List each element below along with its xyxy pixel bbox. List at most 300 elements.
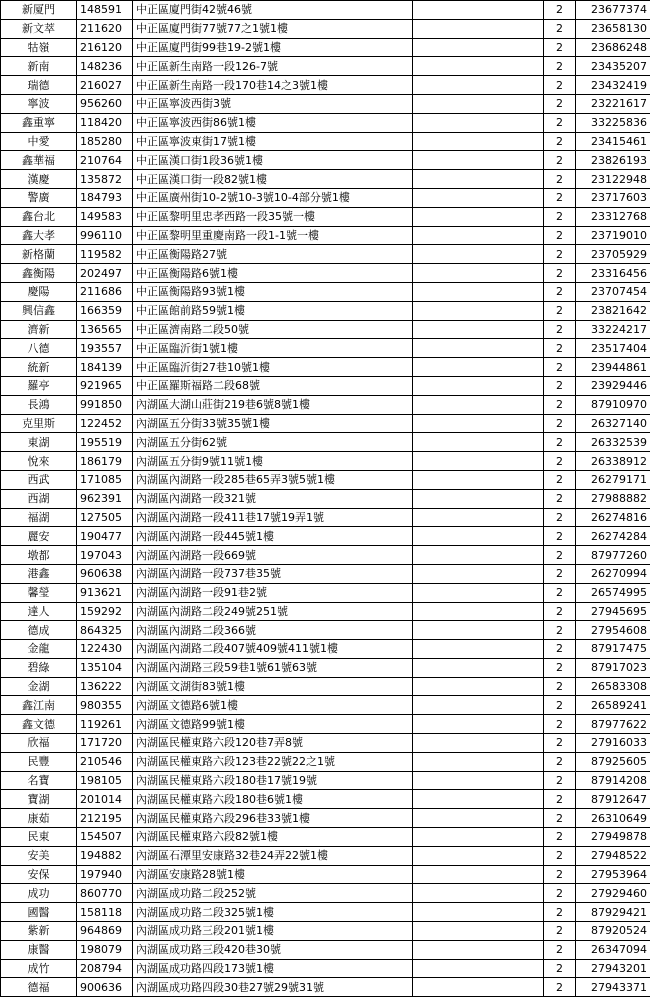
store-code-cell: 171085 [77,470,133,489]
store-code-cell: 154507 [77,828,133,847]
store-code-cell: 166359 [77,301,133,320]
store-code-cell: 216027 [77,76,133,95]
table-row [1,395,650,414]
table-row [1,527,650,546]
store-code-cell: 860770 [77,884,133,903]
store-code-cell: 184139 [77,358,133,377]
blank-cell [413,602,544,621]
quantity-cell: 2 [544,489,576,508]
phone-cell: 87929421 [576,903,650,922]
blank-cell [413,715,544,734]
phone-cell: 26583308 [576,677,650,696]
blank-cell [413,188,544,207]
blank-cell [413,264,544,283]
phone-cell: 26270994 [576,564,650,583]
store-table-body [1,1,650,997]
phone-cell: 26574995 [576,583,650,602]
phone-cell: 23929446 [576,376,650,395]
address-cell: 內湖區民權東路六段296巷33號1樓 [133,809,413,828]
store-name-cell: 羅亭 [1,376,77,395]
table-row [1,621,650,640]
quantity-cell: 2 [544,188,576,207]
quantity-cell: 2 [544,264,576,283]
quantity-cell: 2 [544,677,576,696]
quantity-cell: 2 [544,959,576,978]
store-code-cell: 159292 [77,602,133,621]
address-cell: 中正區廈門街42號46號 [133,1,413,20]
address-cell: 內湖區五分街9號11號1樓 [133,452,413,471]
quantity-cell: 2 [544,978,576,997]
address-cell: 中正區黎明里重慶南路一段1-1號一樓 [133,226,413,245]
store-code-cell: 962391 [77,489,133,508]
store-name-cell: 德成 [1,621,77,640]
address-cell: 中正區廣州街10-2號10-3號10-4部分號1樓 [133,188,413,207]
table-row [1,865,650,884]
table-row [1,282,650,301]
table-row [1,207,650,226]
address-cell: 內湖區成功路四段173號1樓 [133,959,413,978]
blank-cell [413,640,544,659]
store-name-cell: 長鴻 [1,395,77,414]
address-cell: 內湖區民權東路六段123巷22號22之1號 [133,752,413,771]
store-name-cell: 西武 [1,470,77,489]
phone-cell: 23316456 [576,264,650,283]
store-code-cell: 198105 [77,771,133,790]
store-code-cell: 185280 [77,132,133,151]
phone-cell: 27943201 [576,959,650,978]
store-code-cell: 119582 [77,245,133,264]
store-name-cell: 金湖 [1,677,77,696]
quantity-cell: 2 [544,865,576,884]
store-name-cell: 西湖 [1,489,77,508]
table-row [1,696,650,715]
quantity-cell: 2 [544,151,576,170]
store-name-cell: 港鑫 [1,564,77,583]
blank-cell [413,903,544,922]
phone-cell: 23707454 [576,282,650,301]
store-code-cell: 197043 [77,546,133,565]
store-code-cell: 864325 [77,621,133,640]
store-code-cell: 913621 [77,583,133,602]
store-name-cell: 濟新 [1,320,77,339]
store-code-cell: 184793 [77,188,133,207]
address-cell: 內湖區內湖路一段285巷65弄3號5號1樓 [133,470,413,489]
table-row [1,640,650,659]
store-code-cell: 991850 [77,395,133,414]
store-name-cell: 鑫大孝 [1,226,77,245]
store-name-cell: 警廣 [1,188,77,207]
phone-cell: 26274284 [576,527,650,546]
table-row [1,508,650,527]
store-name-cell: 中愛 [1,132,77,151]
table-row [1,245,650,264]
address-cell: 內湖區文德路99號1樓 [133,715,413,734]
store-name-cell: 麗安 [1,527,77,546]
blank-cell [413,414,544,433]
address-cell: 內湖區民權東路六段120巷7弄8號 [133,734,413,753]
phone-cell: 87917475 [576,640,650,659]
blank-cell [413,113,544,132]
store-code-cell: 208794 [77,959,133,978]
address-cell: 中正區濟南路二段50號 [133,320,413,339]
quantity-cell: 2 [544,564,576,583]
store-name-cell: 慶陽 [1,282,77,301]
phone-cell: 23944861 [576,358,650,377]
store-name-cell: 碧綠 [1,658,77,677]
address-cell: 內湖區內湖路二段366號 [133,621,413,640]
quantity-cell: 2 [544,226,576,245]
blank-cell [413,884,544,903]
table-row [1,564,650,583]
quantity-cell: 2 [544,452,576,471]
store-name-cell: 鑫江南 [1,696,77,715]
store-name-cell: 國醫 [1,903,77,922]
phone-cell: 27945695 [576,602,650,621]
address-cell: 內湖區民權東路六段180巷17號19號 [133,771,413,790]
address-cell: 內湖區文德路6號1樓 [133,696,413,715]
quantity-cell: 2 [544,245,576,264]
address-cell: 內湖區大湖山莊街219巷6號8號1樓 [133,395,413,414]
address-cell: 中正區衡陽路93號1樓 [133,282,413,301]
quantity-cell: 2 [544,94,576,113]
table-row [1,489,650,508]
store-code-cell: 119261 [77,715,133,734]
store-code-cell: 212195 [77,809,133,828]
quantity-cell: 2 [544,809,576,828]
store-code-cell: 198079 [77,940,133,959]
store-name-cell: 新南 [1,57,77,76]
blank-cell [413,677,544,696]
store-code-cell: 197940 [77,865,133,884]
quantity-cell: 2 [544,414,576,433]
address-cell: 內湖區內湖路一段669號 [133,546,413,565]
quantity-cell: 2 [544,734,576,753]
store-name-cell: 牯嶺 [1,38,77,57]
blank-cell [413,771,544,790]
quantity-cell: 2 [544,470,576,489]
store-name-cell: 康醫 [1,940,77,959]
blank-cell [413,790,544,809]
blank-cell [413,245,544,264]
store-name-cell: 康茹 [1,809,77,828]
table-row [1,677,650,696]
table-row [1,113,650,132]
phone-cell: 87920524 [576,922,650,941]
store-code-cell: 216120 [77,38,133,57]
blank-cell [413,1,544,20]
store-code-cell: 148591 [77,1,133,20]
store-name-cell: 寧波 [1,94,77,113]
quantity-cell: 2 [544,771,576,790]
table-row [1,884,650,903]
table-row [1,226,650,245]
quantity-cell: 2 [544,903,576,922]
blank-cell [413,940,544,959]
table-row [1,339,650,358]
table-row [1,19,650,38]
phone-cell: 23826193 [576,151,650,170]
store-name-cell: 東湖 [1,433,77,452]
phone-cell: 23221617 [576,94,650,113]
phone-cell: 23517404 [576,339,650,358]
blank-cell [413,226,544,245]
blank-cell [413,470,544,489]
table-row [1,433,650,452]
address-cell: 內湖區民權東路六段180巷6號1樓 [133,790,413,809]
phone-cell: 87925605 [576,752,650,771]
table-row [1,790,650,809]
store-code-cell: 964869 [77,922,133,941]
quantity-cell: 2 [544,790,576,809]
blank-cell [413,38,544,57]
blank-cell [413,922,544,941]
store-name-cell: 新厦門 [1,1,77,20]
blank-cell [413,395,544,414]
phone-cell: 26332539 [576,433,650,452]
quantity-cell: 2 [544,640,576,659]
table-row [1,38,650,57]
table-row [1,583,650,602]
blank-cell [413,752,544,771]
table-row [1,452,650,471]
table-row [1,978,650,997]
phone-cell: 26274816 [576,508,650,527]
blank-cell [413,358,544,377]
blank-cell [413,734,544,753]
blank-cell [413,959,544,978]
store-code-cell: 190477 [77,527,133,546]
table-row [1,1,650,20]
address-cell: 中正區廈門街99巷19-2號1樓 [133,38,413,57]
phone-cell: 27954608 [576,621,650,640]
quantity-cell: 2 [544,301,576,320]
blank-cell [413,546,544,565]
blank-cell [413,76,544,95]
quantity-cell: 2 [544,621,576,640]
phone-cell: 23432419 [576,76,650,95]
phone-cell: 23312768 [576,207,650,226]
address-cell: 內湖區內湖路三段59巷1號61號63號 [133,658,413,677]
store-name-cell: 鑫衡陽 [1,264,77,283]
table-row [1,188,650,207]
phone-cell: 23677374 [576,1,650,20]
table-row [1,170,650,189]
phone-cell: 27953964 [576,865,650,884]
quantity-cell: 2 [544,527,576,546]
table-row [1,264,650,283]
blank-cell [413,508,544,527]
store-code-cell: 211620 [77,19,133,38]
quantity-cell: 2 [544,846,576,865]
quantity-cell: 2 [544,170,576,189]
store-name-cell: 成功 [1,884,77,903]
store-name-cell: 名寶 [1,771,77,790]
phone-cell: 26279171 [576,470,650,489]
phone-cell: 23821642 [576,301,650,320]
store-code-cell: 136565 [77,320,133,339]
table-row [1,903,650,922]
phone-cell: 27949878 [576,828,650,847]
store-code-cell: 135104 [77,658,133,677]
store-code-cell: 211686 [77,282,133,301]
quantity-cell: 2 [544,884,576,903]
address-cell: 內湖區成功路二段325號1樓 [133,903,413,922]
quantity-cell: 2 [544,828,576,847]
blank-cell [413,828,544,847]
address-cell: 內湖區內湖路一段321號 [133,489,413,508]
address-cell: 中正區漢口街1段36號1樓 [133,151,413,170]
quantity-cell: 2 [544,207,576,226]
phone-cell: 27943371 [576,978,650,997]
address-cell: 中正區寧波東街17號1樓 [133,132,413,151]
blank-cell [413,170,544,189]
store-code-cell: 118420 [77,113,133,132]
table-row [1,57,650,76]
table-row [1,358,650,377]
phone-cell: 26347094 [576,940,650,959]
table-row [1,715,650,734]
phone-cell: 26327140 [576,414,650,433]
phone-cell: 23719010 [576,226,650,245]
address-cell: 內湖區成功路四段30巷27號29號31號 [133,978,413,997]
blank-cell [413,151,544,170]
address-cell: 中正區黎明里忠孝西路一段35號一樓 [133,207,413,226]
table-row [1,414,650,433]
quantity-cell: 2 [544,57,576,76]
store-name-cell: 德福 [1,978,77,997]
blank-cell [413,282,544,301]
quantity-cell: 2 [544,132,576,151]
address-cell: 內湖區內湖路一段445號1樓 [133,527,413,546]
address-cell: 內湖區成功路二段252號 [133,884,413,903]
address-cell: 中正區館前路59號1樓 [133,301,413,320]
phone-cell: 23658130 [576,19,650,38]
quantity-cell: 2 [544,1,576,20]
quantity-cell: 2 [544,320,576,339]
table-row [1,959,650,978]
phone-cell: 23717603 [576,188,650,207]
store-name-cell: 馨瑩 [1,583,77,602]
table-row [1,752,650,771]
table-row [1,734,650,753]
quantity-cell: 2 [544,922,576,941]
blank-cell [413,433,544,452]
store-name-cell: 漢慶 [1,170,77,189]
address-cell: 內湖區內湖路二段407號409號411號1樓 [133,640,413,659]
address-cell: 內湖區成功路三段420巷30號 [133,940,413,959]
phone-cell: 33225836 [576,113,650,132]
blank-cell [413,865,544,884]
phone-cell: 27988882 [576,489,650,508]
quantity-cell: 2 [544,696,576,715]
phone-cell: 87977622 [576,715,650,734]
blank-cell [413,132,544,151]
address-cell: 內湖區內湖路二段249號251號 [133,602,413,621]
store-code-cell: 136222 [77,677,133,696]
quantity-cell: 2 [544,38,576,57]
quantity-cell: 2 [544,19,576,38]
address-cell: 中正區寧波西街86號1樓 [133,113,413,132]
table-row [1,602,650,621]
quantity-cell: 2 [544,395,576,414]
address-cell: 中正區新生南路一段170巷14之3號1樓 [133,76,413,95]
store-code-cell: 135872 [77,170,133,189]
store-name-cell: 金龍 [1,640,77,659]
store-name-cell: 福湖 [1,508,77,527]
store-code-cell: 210764 [77,151,133,170]
address-cell: 內湖區內湖路一段411巷17號19弄1號 [133,508,413,527]
quantity-cell: 2 [544,376,576,395]
store-name-cell: 新文萃 [1,19,77,38]
store-code-cell: 996110 [77,226,133,245]
address-cell: 內湖區五分街33號35號1樓 [133,414,413,433]
store-name-cell: 民豐 [1,752,77,771]
phone-cell: 27948522 [576,846,650,865]
blank-cell [413,489,544,508]
phone-cell: 26338912 [576,452,650,471]
table-row [1,940,650,959]
address-cell: 內湖區成功路三段201號1樓 [133,922,413,941]
store-name-cell: 統新 [1,358,77,377]
blank-cell [413,94,544,113]
store-code-cell: 201014 [77,790,133,809]
blank-cell [413,846,544,865]
store-code-cell: 186179 [77,452,133,471]
table-row [1,922,650,941]
store-name-cell: 紫新 [1,922,77,941]
quantity-cell: 2 [544,358,576,377]
table-row [1,94,650,113]
store-code-cell: 195519 [77,433,133,452]
table-row [1,132,650,151]
address-cell: 內湖區內湖路一段91巷2號 [133,583,413,602]
phone-cell: 87977260 [576,546,650,565]
quantity-cell: 2 [544,940,576,959]
address-cell: 內湖區內湖路一段737巷35號 [133,564,413,583]
store-name-cell: 安美 [1,846,77,865]
phone-cell: 87910970 [576,395,650,414]
quantity-cell: 2 [544,508,576,527]
phone-cell: 87912647 [576,790,650,809]
phone-cell: 23686248 [576,38,650,57]
store-code-cell: 956260 [77,94,133,113]
address-cell: 中正區臨沂街1號1樓 [133,339,413,358]
phone-cell: 33224217 [576,320,650,339]
phone-cell: 23415461 [576,132,650,151]
store-code-cell: 149583 [77,207,133,226]
blank-cell [413,376,544,395]
store-code-cell: 900636 [77,978,133,997]
table-row [1,658,650,677]
store-code-cell: 158118 [77,903,133,922]
blank-cell [413,320,544,339]
blank-cell [413,452,544,471]
address-cell: 內湖區文湖街83號1樓 [133,677,413,696]
address-cell: 中正區衡陽路27號 [133,245,413,264]
blank-cell [413,301,544,320]
address-cell: 中正區廈門街77號77之1號1樓 [133,19,413,38]
store-name-cell: 安保 [1,865,77,884]
table-row [1,846,650,865]
blank-cell [413,583,544,602]
phone-cell: 27929460 [576,884,650,903]
address-cell: 內湖區五分街62號 [133,433,413,452]
blank-cell [413,19,544,38]
blank-cell [413,564,544,583]
store-name-cell: 瑞德 [1,76,77,95]
store-code-cell: 202497 [77,264,133,283]
phone-cell: 87917023 [576,658,650,677]
